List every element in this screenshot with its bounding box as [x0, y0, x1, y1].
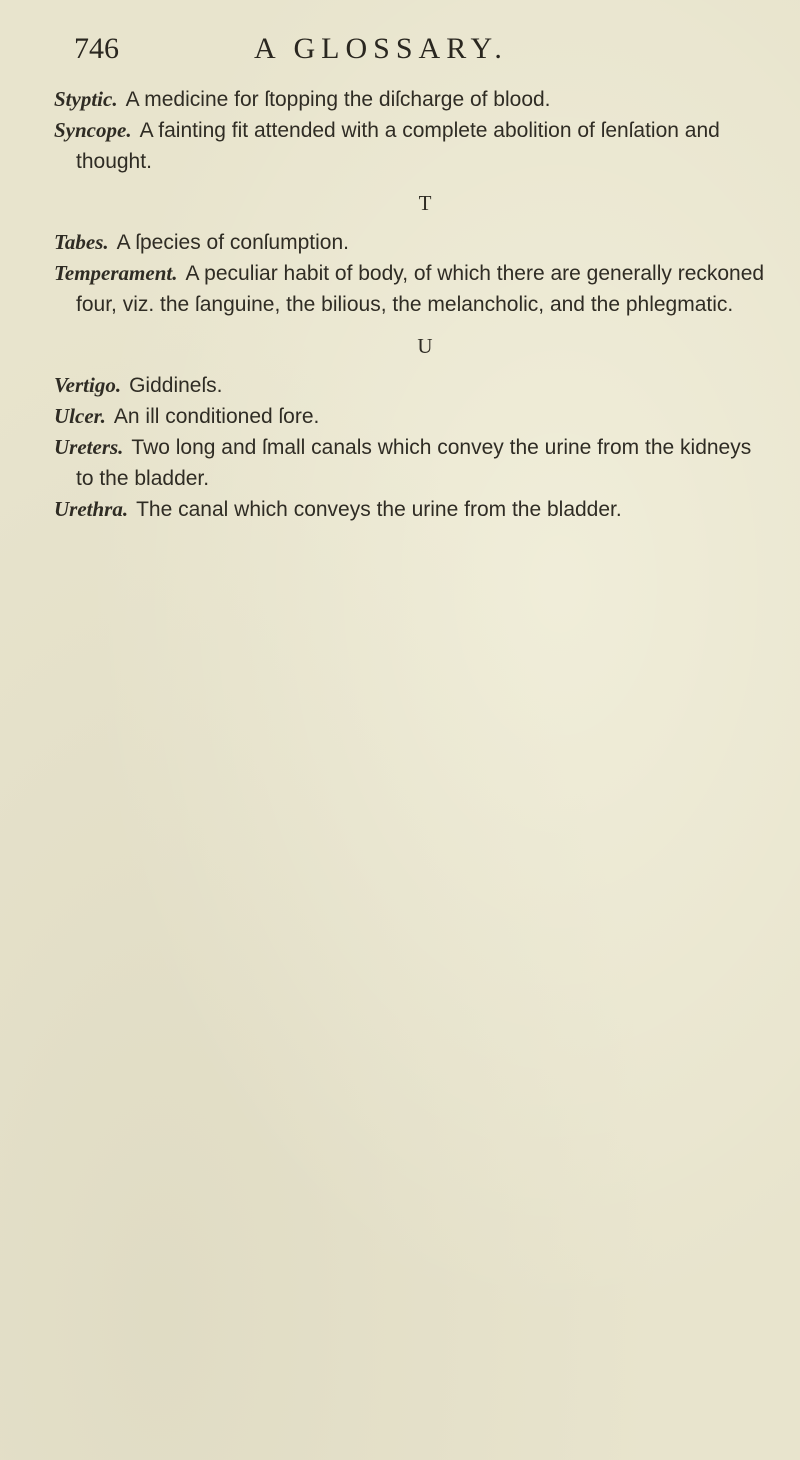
glossary-entry-vertigo: [54, 370, 774, 401]
entry-term: Ureters.: [54, 435, 124, 459]
entry-term: Ulcer.: [54, 404, 106, 428]
entry-definition: The canal which conveys the urine from the bladder.: [136, 498, 622, 521]
entry-definition: Giddineſs.: [129, 374, 223, 397]
glossary-entry-syncope: [54, 115, 774, 177]
section-letter-u: U: [417, 334, 433, 358]
entry-term: Urethra.: [54, 497, 129, 521]
glossary-entry-urethra: [54, 494, 774, 525]
glossary-content: [54, 84, 774, 525]
section-letter-t: T: [418, 191, 432, 215]
glossary-entry-ureters: [54, 432, 774, 494]
glossary-entry-tabes: [54, 227, 774, 258]
entry-term: Tabes.: [54, 230, 109, 254]
entry-definition: A fainting fit attended with a complete abolition of ſenſation and thought.: [76, 119, 720, 173]
glossary-entry-ulcer: [54, 401, 774, 432]
entry-term: Temperament.: [54, 261, 178, 285]
page-header: [74, 32, 754, 72]
entry-term: Syncope.: [54, 118, 132, 142]
entry-definition: An ill conditioned ſore.: [113, 405, 320, 428]
running-head: A GLOSSARY.: [254, 32, 508, 65]
entry-definition: Two long and ſmall canals which convey the urine from the kidneys to the bladder.: [76, 436, 752, 490]
entry-term: Vertigo.: [54, 373, 122, 397]
glossary-entry-styptic: [54, 84, 774, 115]
page-number: 746: [74, 32, 119, 65]
glossary-entry-temperament: [54, 258, 774, 320]
entry-definition: A medicine for ſtopping the diſcharge of blood.: [125, 88, 551, 111]
entry-term: Styptic.: [54, 87, 118, 111]
entry-definition: A peculiar habit of body, of which there are generally reckoned four, viz. the ſanguine, the bilious, the melancholic, and the phlegmatic.: [76, 262, 765, 316]
entry-definition: A ſpecies of conſumption.: [116, 231, 349, 254]
